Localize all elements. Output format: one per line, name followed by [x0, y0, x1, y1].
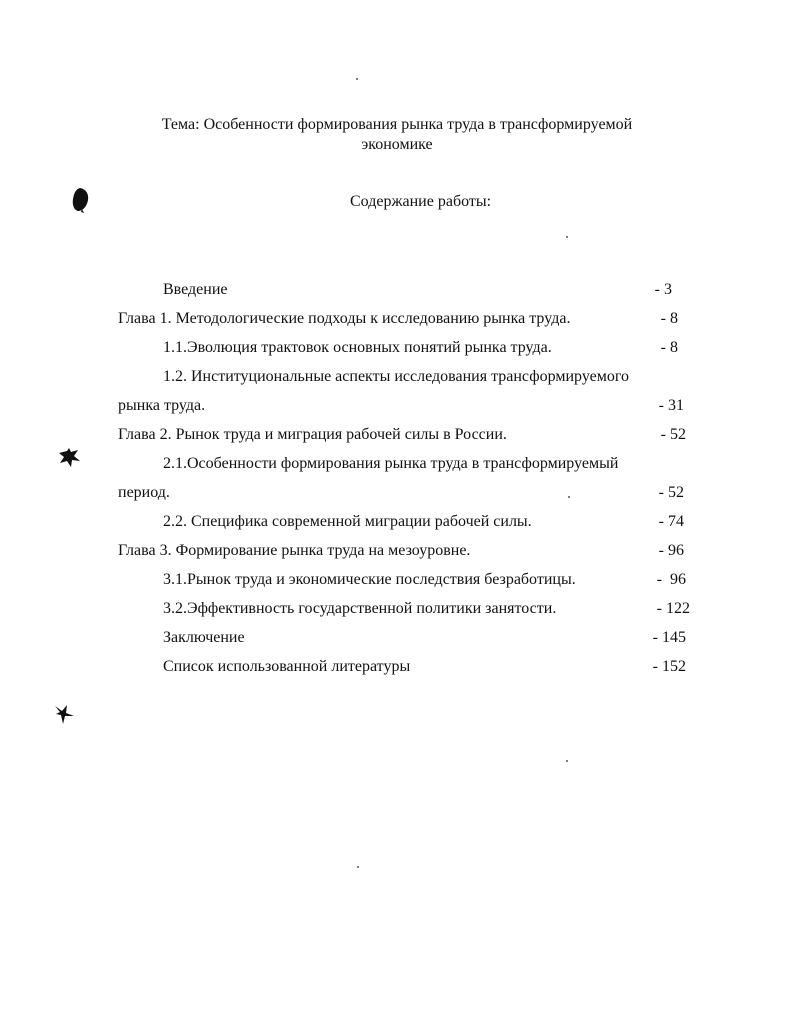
toc-entry-label: Глава 1. Методологические подходы к исследованию рынка труда.: [118, 310, 571, 327]
toc-entry-page: - 52: [658, 484, 684, 501]
toc-entry-page: - 8: [660, 339, 678, 356]
contents-heading: Содержание работы:: [350, 193, 492, 210]
toc-entry-label: 3.2.Эффективность государственной политики занятости.: [163, 600, 557, 617]
document-title-line-1: Тема: Особенности формирования рынка труда в трансформируемой: [161, 116, 633, 133]
scan-speck: [356, 78, 358, 80]
toc-entry-page: - 74: [658, 513, 684, 530]
toc-entry-label: Глава 3. Формирование рынка труда на мезоуровне.: [118, 542, 471, 559]
toc-entry-page: - 3: [654, 281, 672, 298]
ink-blot-mark: [68, 186, 92, 214]
toc-entry-label: 2.1.Особенности формирования рынка труда в трансформируемый: [163, 455, 619, 472]
toc-entry-page: - 145: [652, 629, 686, 646]
toc-entry-page: - 96: [656, 571, 686, 588]
toc-entry-label: 3.1.Рынок труда и экономические последствия безработицы.: [163, 571, 576, 588]
toc-entry-label: 1.2. Институциональные аспекты исследования трансформируемого: [163, 368, 629, 385]
ink-blot-mark: [56, 447, 82, 471]
scan-speck: [357, 866, 359, 868]
toc-entry-page: - 96: [658, 542, 684, 559]
toc-entry-label: рынка труда.: [118, 397, 206, 414]
toc-entry-label: 1.1.Эволюция трактовок основных понятий рынка труда.: [163, 339, 552, 356]
scan-speck: [566, 760, 568, 762]
toc-entry-page: - 8: [660, 310, 678, 327]
toc-entry-label: период.: [118, 484, 170, 501]
toc-entry-label: 2.2. Специфика современной миграции рабочей силы.: [163, 513, 532, 530]
toc-entry-label: Список использованной литературы: [163, 658, 411, 675]
toc-entry-label: Заключение: [163, 629, 245, 646]
document-title-line-2: экономике: [361, 136, 433, 153]
scan-speck: [568, 496, 570, 498]
toc-entry-page: - 52: [660, 426, 686, 443]
toc-entry-label: Введение: [163, 281, 228, 298]
toc-entry-page: - 152: [652, 658, 686, 675]
toc-entry-page: - 122: [656, 600, 690, 617]
toc-entry-page: - 31: [658, 397, 684, 414]
ink-blot-mark: [53, 703, 77, 727]
scan-speck: [566, 236, 568, 238]
toc-entry-label: Глава 2. Рынок труда и миграция рабочей силы в России.: [118, 426, 507, 443]
